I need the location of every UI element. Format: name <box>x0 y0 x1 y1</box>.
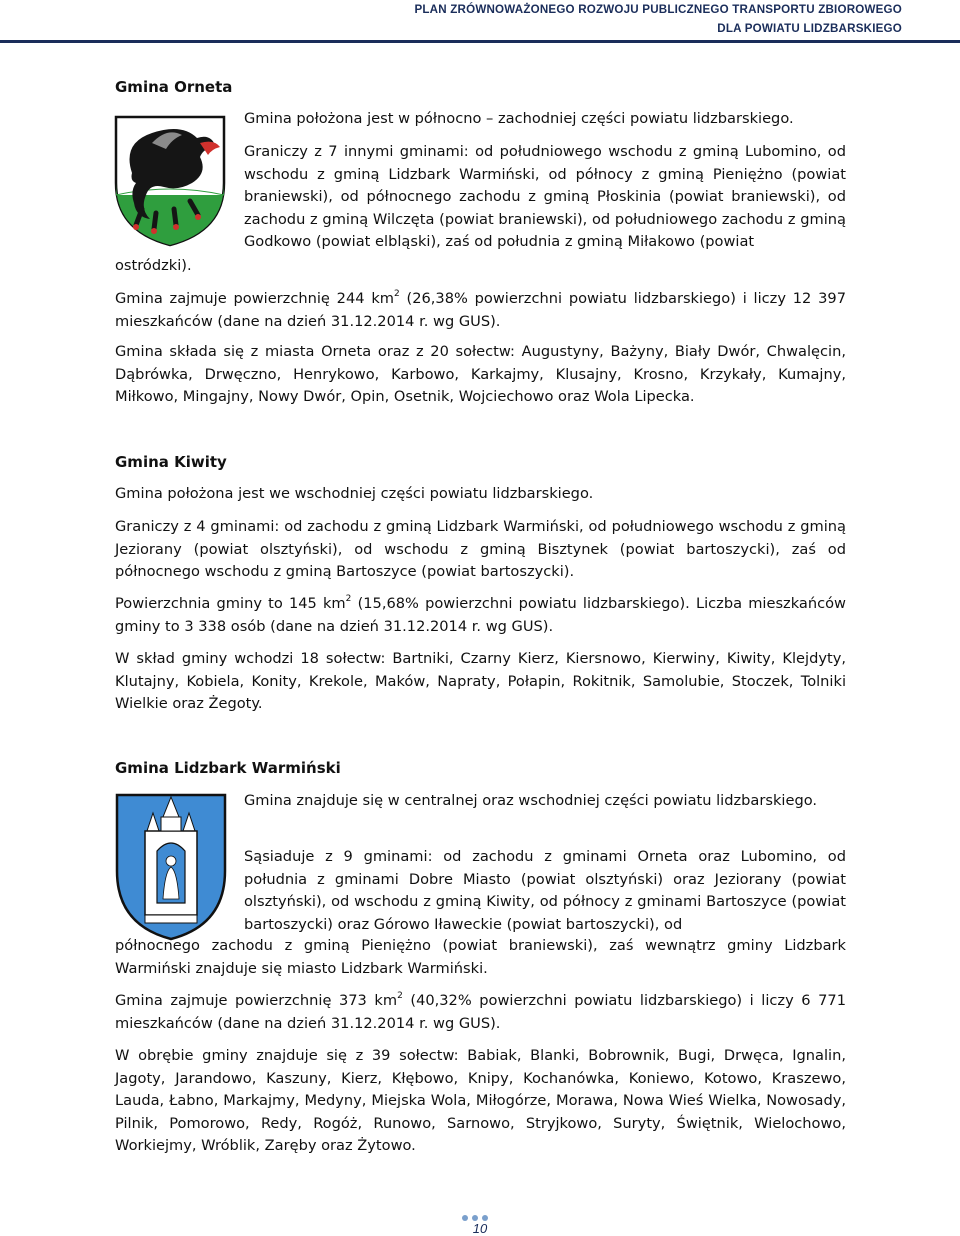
page-header <box>0 0 960 43</box>
section-title-lidzbark: Gmina Lidzbark Warmiński <box>115 759 341 777</box>
kiwity-borders-text: Graniczy z 4 gminami: od zachodu z gminą Lidzbark Warmiński, od południowego wschodu z gminą Jeziorany (powiat olsztyński), od wschodu z gminą Bisztynek (powiat bartoszycki), zaś od północnego wschodu z gminą Bartoszyce (powiat bartoszycki). <box>115 518 846 580</box>
lidzbark-location-text: Gmina znajduje się w centralnej oraz wschodniej części powiatu lidzbarskiego. <box>244 792 818 809</box>
orneta-borders-text: Graniczy z 7 innymi gminami: od południowego wschodu z gminą Lubomino, od wschodu z gminą Lidzbark Warmiński, od północy z gminą Pieniężno (powiat braniewski), od północnego zachodu z gminą Płoskinia (powiat braniewski), od zachodu z gminą Wilczęta (powiat braniewski), od południowego zachodu z gminą Godkowo (powiat elbląski), zaś od południa z gminą Miłakowo (powiat <box>244 143 846 250</box>
lidzbark-villages-text: W obrębie gminy znajduje się z 39 sołectw: Babiak, Blanki, Bobrownik, Bugi, Drwęca, Ignalin, Jagoty, Jarandowo, Kaszuny, Kierz, Kłębowo, Knipy, Kochanówka, Koniewo, Kotowo, Kraszewo, Lauda, Łabno, Markajmy, Medyny, Miejska Wola, Miłogórze, Morawa, Nowa Wieś Wielka, Nowosady, Pilnik, Pomorowo, Redy, Rogóż, Runowo, Sarnowo, Stryjkowo, Suryty, Świętnik, Wielochowo, Workiejmy, Wróblik, Zaręby oraz Żytowo. <box>115 1047 846 1154</box>
section-title-kiwity: Gmina Kiwity <box>115 453 227 471</box>
page-number: 10 <box>472 1221 488 1236</box>
orneta-area-text: Gmina zajmuje powierzchnię 244 $km^2$ (26,38% powierzchni powiatu lidzbarskiego) i liczy 12 397 mieszkańców (dane na dzień 31.12.2014 r. wg GUS). <box>115 289 846 330</box>
lidzbark-coat-of-arms-icon <box>113 791 229 943</box>
lidzbark-borders-text: Sąsiaduje z 9 gminami: od zachodu z gminami Orneta oraz Lubomino, od południa z gminami Dobre Miasto (powiat olsztyński) oraz Jeziorany (powiat olsztyński), od wschodu z gminą Kiwity, od północy z gminami Bartoszyce (powiat bartoszycki) oraz Górowo Iławeckie (powiat bartoszycki), od <box>244 848 846 933</box>
orneta-villages-text: Gmina składa się z miasta Orneta oraz z 20 sołectw: Augustyny, Bażyny, Biały Dwór, Chwalęcin, Dąbrówka, Drwęczno, Henrykowo, Karbowo, Karkajmy, Klusajny, Krosno, Krzykały, Kumajny, Miłkowo, Mingajny, Nowy Dwór, Opin, Osetnik, Wojciechowo oraz Wola Lipecka. <box>115 343 846 405</box>
orneta-coat-of-arms-icon <box>112 113 228 248</box>
kiwity-villages-text: W skład gminy wchodzi 18 sołectw: Bartniki, Czarny Kierz, Kiersnowo, Kierwiny, Kiwity, Klejdyty, Klutajny, Kobiela, Konity, Krekole, Maków, Napraty, Połapin, Rokitnik, Samolubie, Stoczek, Tolniki Wielkie oraz Żegoty. <box>115 650 846 712</box>
lidzbark-borders-text-end: północnego zachodu z gminą Pieniężno (powiat braniewski), zaś wewnątrz gminy Lidzbark Warmiński znajduje się miasto Lidzbark Warmiński. <box>115 937 846 977</box>
header-title-line1: PLAN ZRÓWNOWAŻONEGO ROZWOJU PUBLICZNEGO TRANSPORTU ZBIOROWEGO <box>414 3 902 16</box>
orneta-location-text: Gmina położona jest w północno – zachodniej części powiatu lidzbarskiego. <box>244 110 794 127</box>
kiwity-location-text: Gmina położona jest we wschodniej części powiatu lidzbarskiego. <box>115 485 594 502</box>
section-title-orneta: Gmina Orneta <box>115 78 233 96</box>
header-title-line2: DLA POWIATU LIDZBARSKIEGO <box>717 22 902 35</box>
orneta-borders-text-end: ostródzki). <box>115 257 192 274</box>
lidzbark-area-text: Gmina zajmuje powierzchnię 373 $km^2$ (40,32% powierzchni powiatu lidzbarskiego) i liczy 6 771 mieszkańców (dane na dzień 31.12.2014 r. wg GUS). <box>115 991 846 1032</box>
kiwity-area-text: Powierzchnia gminy to 145 $km^2$ (15,68% powierzchni powiatu lidzbarskiego). Liczba mieszkańców gminy to 3 338 osób (dane na dzień 31.12.2014 r. wg GUS). <box>115 594 846 635</box>
